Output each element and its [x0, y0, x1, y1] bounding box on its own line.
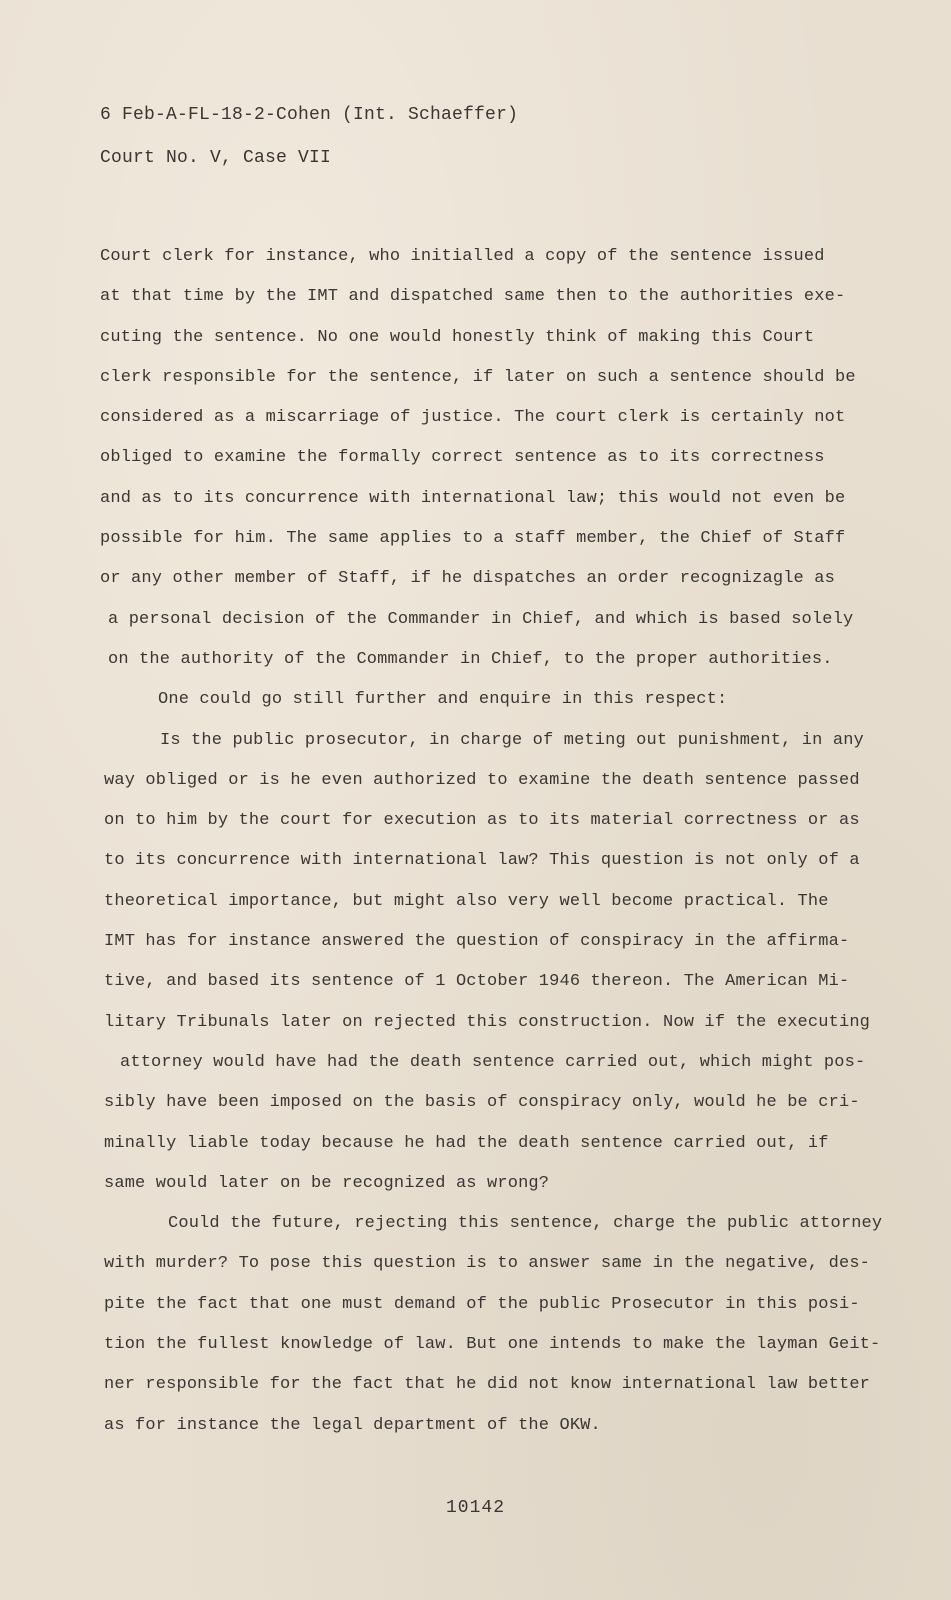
- text-line: a personal decision of the Commander in Chief, and which is based solely: [108, 609, 854, 629]
- text-line: possible for him. The same applies to a staff member, the Chief of Staff: [100, 529, 846, 549]
- text-line: on the authority of the Commander in Chief, to the proper authorities.: [108, 649, 833, 669]
- page-number: 10142: [445, 1498, 505, 1518]
- paragraph-start-line: One could go still further and enquire in this respect:: [158, 690, 728, 710]
- text-line: or any other member of Staff, if he dispatches an order recognizagle as: [100, 569, 835, 589]
- text-line: considered as a miscarriage of justice. The court clerk is certainly not: [100, 408, 846, 428]
- court-case-line: Court No. V, Case VII: [100, 148, 332, 168]
- text-line: at that time by the IMT and dispatched same then to the authorities exe-: [100, 287, 846, 307]
- text-line: and as to its concurrence with international law; this would not even be: [100, 488, 846, 508]
- text-line: attorney would have had the death sentence carried out, which might pos-: [120, 1052, 866, 1072]
- text-line: clerk responsible for the sentence, if later on such a sentence should be: [100, 367, 856, 387]
- text-line: litary Tribunals later on rejected this construction. Now if the executing: [104, 1012, 871, 1032]
- text-line: sibly have been imposed on the basis of conspiracy only, would he be cri-: [104, 1093, 860, 1113]
- paragraph-start-line: Is the public prosecutor, in charge of meting out punishment, in any: [160, 730, 864, 750]
- body-text: [100, 237, 883, 1446]
- text-line: ner responsible for the fact that he did not know international law better: [104, 1375, 871, 1395]
- text-line: IMT has for instance answered the question of conspiracy in the affirma-: [104, 932, 850, 952]
- text-line: on to him by the court for execution as to its material correctness or as: [104, 811, 860, 831]
- paragraph-start-line: Could the future, rejecting this sentence, charge the public attorney: [168, 1214, 883, 1234]
- text-line: theoretical importance, but might also very well become practical. The: [104, 891, 829, 911]
- text-line: tion the fullest knowledge of law. But one intends to make the layman Geit-: [104, 1335, 881, 1355]
- text-line: as for instance the legal department of the OKW.: [104, 1415, 601, 1435]
- text-line: to its concurrence with international law? This question is not only of a: [104, 851, 860, 871]
- text-line: pite the fact that one must demand of the public Prosecutor in this posi-: [104, 1294, 860, 1314]
- text-line: with murder? To pose this question is to answer same in the negative, des-: [104, 1254, 871, 1274]
- text-line: obliged to examine the formally correct sentence as to its correctness: [100, 448, 825, 468]
- text-line: cuting the sentence. No one would honestly think of making this Court: [100, 327, 815, 347]
- text-line: tive, and based its sentence of 1 October 1946 thereon. The American Mi-: [104, 972, 850, 992]
- text-line: Court clerk for instance, who initialled a copy of the sentence issued: [100, 247, 825, 266]
- text-line: way obliged or is he even authorized to examine the death sentence passed: [104, 770, 860, 790]
- document-reference: 6 Feb-A-FL-18-2-Cohen (Int. Schaeffer): [100, 105, 519, 125]
- text-line: same would later on be recognized as wrong?: [104, 1173, 550, 1193]
- text-line: minally liable today because he had the death sentence carried out, if: [104, 1133, 829, 1153]
